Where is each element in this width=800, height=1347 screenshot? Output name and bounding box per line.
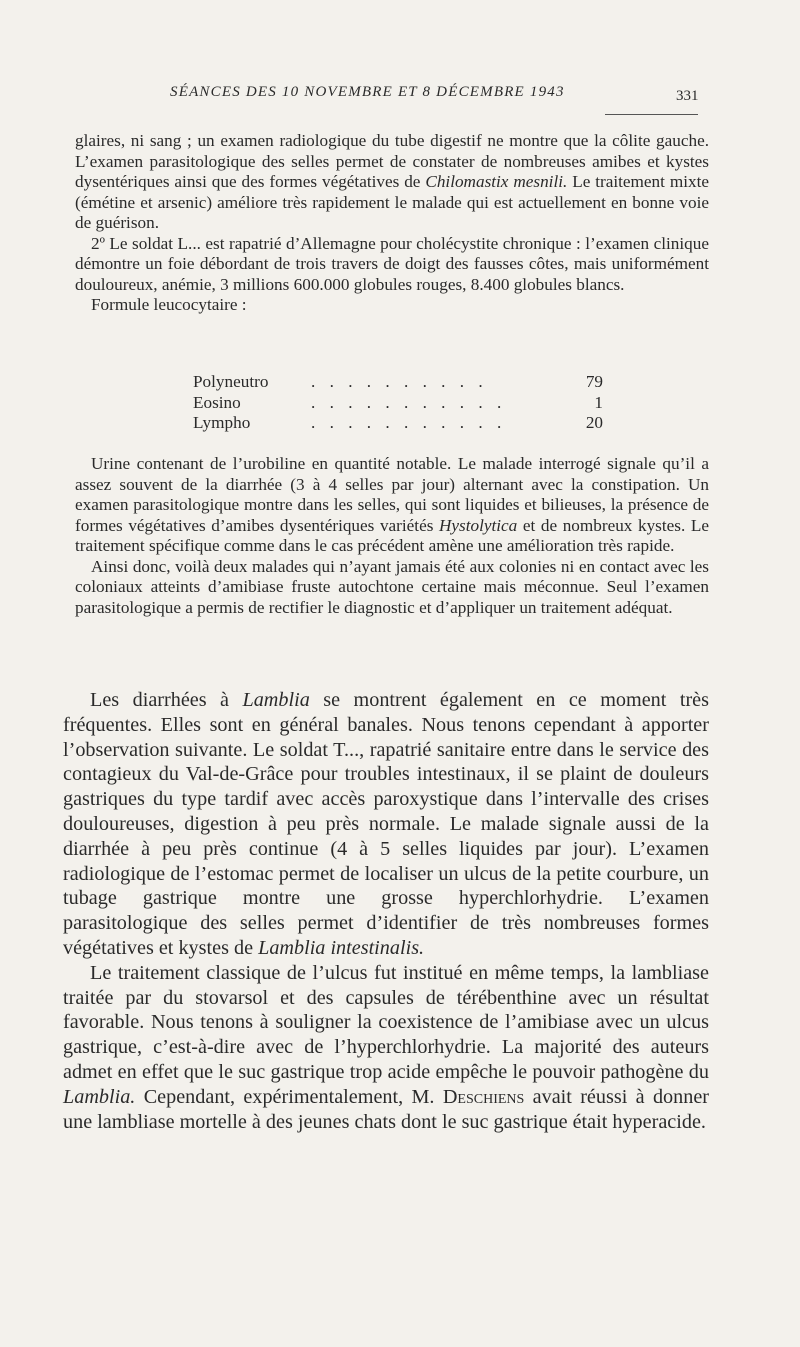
paragraph-case-2: 2º Le soldat L... est rapatrié d’Allemagne pour cholécystite chronique : l’examen clinique démontre un foie débordant de trois travers de doigt des fausses côtes, mais uniformément douloureux, anémie, 3 millions 600.000 globules rouges, 8.400 globules blancs.: [75, 233, 709, 294]
paragraph-urine: [75, 454, 709, 557]
formula-row: [193, 413, 603, 434]
text-run: glaires, ni sang ; un examen radiologique du tube digestif ne montre que la côlite gauche. L’examen parasitologique des selles permet de constater de nombreuses amibes et kystes dysentériques ainsi que des formes végétatives de: [75, 131, 709, 191]
formula-label: Eosino: [193, 392, 241, 412]
formula-value: 79: [585, 372, 603, 391]
case-report-text-middle: [75, 454, 709, 618]
formula-value: 20: [585, 413, 603, 432]
dot-leader: . . . . . . . . . .: [311, 372, 488, 391]
formula-heading: Formule leucocytaire :: [91, 295, 247, 314]
formula-value: 1: [594, 392, 603, 412]
paragraph-conclusion: Ainsi donc, voilà deux malades qui n’ayant jamais été aux colonies ni en contact avec les coloniaux atteints d’amibiase fruste autochtone certaine mais méconnue. Seul l’examen parasitologique a permis de rectifier le diagnostic et d’appliquer un traitement adéquat.: [75, 556, 709, 617]
lamblia-section: [63, 688, 709, 1134]
paragraph-treatment: [63, 961, 709, 1135]
text-run: Les diarrhées à: [90, 689, 243, 711]
paragraph-lamblia-case: [63, 688, 709, 961]
species-name: Lamblia: [242, 689, 310, 711]
text-run: Le traitement classique de l’ulcus fut institué en même temps, la lambliase traitée par du stovarsol et des capsules de térébenthine avec un résultat favorable. Nous tenons à souligner la coexistence de l’amibiase avec un ulcus gastrique, c’est-à-dire avec de l’hyperchlorhydrie. La majorité des auteurs admet en effet que le suc gastrique trop acide empêche le pouvoir pathogène du: [63, 961, 709, 1083]
leukocyte-formula-table: [193, 372, 603, 434]
case-report-text-top: [75, 131, 709, 316]
text-run: avait réussi à donner une lambliase mortelle à des jeunes chats dont le suc gastrique était hyperacide.: [63, 1085, 709, 1133]
dot-leader: . . . . . . . . . . .: [311, 392, 507, 412]
species-name: Chilomastix mesnili.: [425, 172, 568, 191]
text-run: Le traitement mixte (émétine et arsenic) améliore très rapidement le malade qui est actuellement en bonne voie de guérison.: [75, 172, 709, 232]
paragraph-case-1-end: [75, 131, 709, 234]
author-name: Deschiens: [442, 1085, 525, 1108]
species-name: Lamblia.: [63, 1085, 136, 1108]
page-number: 331: [676, 88, 699, 104]
dot-leader: . . . . . . . . . . .: [311, 413, 507, 432]
species-name: Lamblia intestinalis.: [258, 936, 425, 959]
text-run: Urine contenant de l’urobiline en quantité notable. Le malade interrogé signale qu’il a assez souvent de la diarrhée (3 à 4 selles par jour) alternant avec la constipation. Un examen parasitologique montre dans les selles, qui sont liquides et bilieuses, la présence de formes végétatives d’amibes dysentériques variétés: [75, 454, 709, 535]
running-title: SÉANCES DES 10 NOVEMBRE ET 8 DÉCEMBRE 1943: [170, 84, 565, 100]
formula-row: [193, 372, 603, 393]
formula-label: Lympho: [193, 413, 251, 432]
formula-row: [193, 393, 603, 414]
species-name: Hystolytica: [439, 515, 518, 535]
text-run: Cependant, expérimentalement, M.: [135, 1085, 443, 1108]
text-run: se montrent également en ce moment très fréquentes. Elles sont en général banales. Nous tenons cependant à apporter l’observation suivante. Le soldat T..., rapatrié sanitaire entre dans le service des contagieux du Val-de-Grâce pour troubles intestinaux, il se plaint de douleurs gastriques du type tardif avec accès paroxystique dans l’intervalle des crises douloureuses, digestion à peu près normale. Le malade signale aussi de la diarrhée à peu près continue (4 à 5 selles liquides par jour). L’examen radiologique de l’estomac permet de localiser un ulcus de la petite courbure, un tubage gastrique montre une grosse hyperchlorhydrie. L’examen parasitologique des selles permet d’identifier de très nombreuses formes végétatives et kystes de: [63, 689, 709, 959]
header-rule: [605, 114, 698, 115]
formula-label: Polyneutro: [193, 372, 269, 391]
text-run: et de nombreux kystes. Le traitement spécifique comme dans le cas précédent amène une amélioration très rapide.: [75, 515, 709, 555]
